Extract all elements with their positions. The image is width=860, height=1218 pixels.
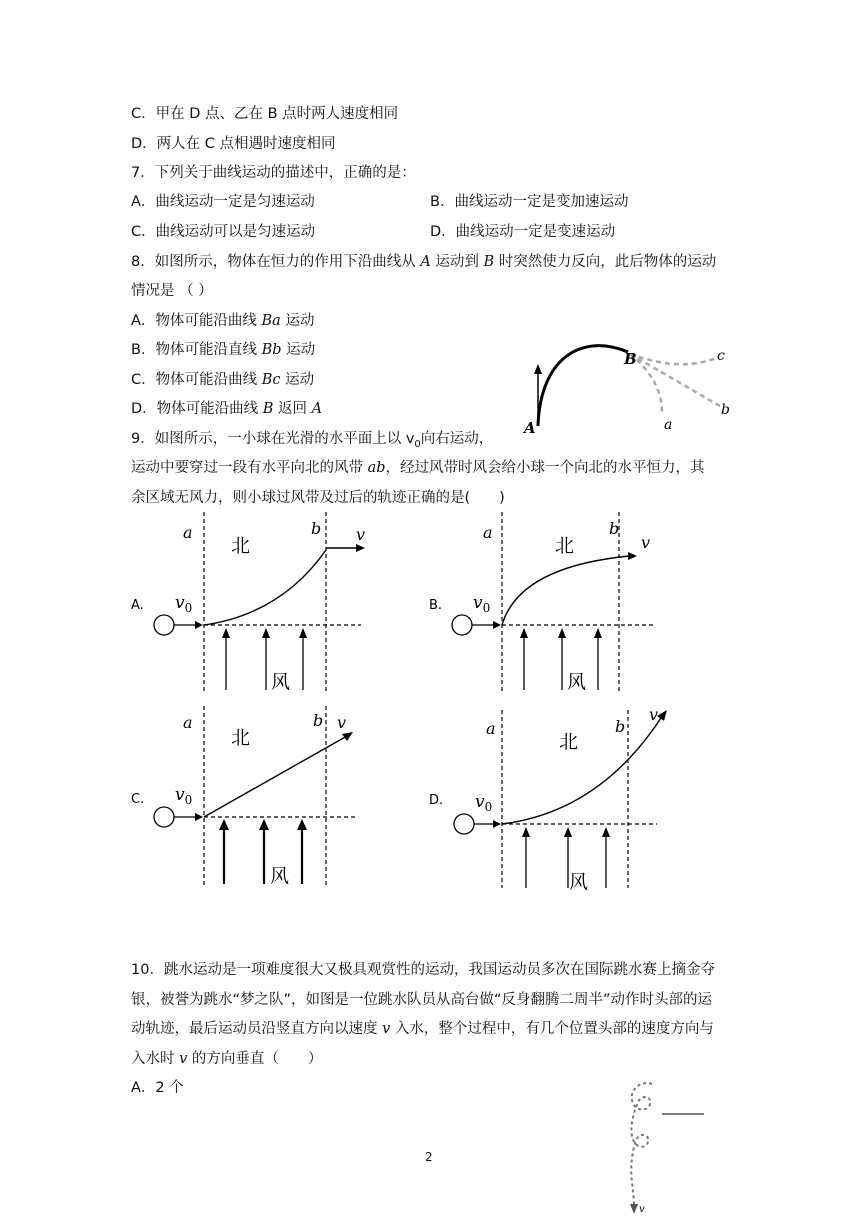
svg-text:b: b	[313, 711, 324, 730]
q7-stem: 7．下列关于曲线运动的描述中，正确的是：	[131, 165, 416, 181]
svg-text:a: a	[486, 719, 496, 738]
q9-option-c-figure	[131, 706, 381, 895]
svg-text:风: 风	[270, 865, 290, 887]
q6-option-d: D．两人在 C 点相遇时速度相同	[131, 136, 336, 152]
svg-text:v: v	[641, 533, 651, 552]
q10-stem-line4: 入水时 v 的方向垂直（ ）	[131, 1051, 323, 1067]
svg-text:v0: $v_0$	[175, 593, 193, 615]
svg-text:风: 风	[569, 871, 589, 892]
q8-option-d: D．物体可能沿曲线 B 返回 A	[131, 401, 323, 417]
svg-text:北: 北	[555, 535, 575, 557]
q8-option-c: C．物体可能沿曲线 Bc 运动	[131, 372, 315, 388]
q8-option-b: B．物体可能沿直线 Bb 运动	[131, 342, 316, 358]
svg-text:风: 风	[271, 671, 291, 693]
svg-text:b: b	[615, 717, 626, 736]
q9-stem-line2: 运动中要穿过一段有水平向北的风带 ab，经过风带时风会给小球一个向北的水平恒力，其	[131, 460, 705, 476]
q8-curve-ab	[538, 346, 628, 426]
svg-text:a: a	[183, 523, 193, 542]
q10-stem-line3: 动轨迹，最后运动员沿竖直方向以速度 v 入水，整个过程中，有几个位置头部的速度方向与	[131, 1021, 714, 1037]
q9-option-label: B.	[429, 598, 443, 613]
svg-text:b: b	[311, 519, 322, 538]
svg-text:b: b	[609, 519, 620, 538]
q6-option-c: C．甲在 D 点、乙在 B 点时两人速度相同	[131, 106, 399, 122]
q8-label-c: c	[717, 348, 725, 364]
svg-text:a: a	[183, 713, 193, 732]
q10-stem-line1: 10．跳水运动是一项难度很大又极具观赏性的运动，我国运动员多次在国际跳水赛上摘金夺	[131, 962, 715, 978]
svg-text:a: a	[483, 523, 493, 542]
q9-option-label: A.	[131, 598, 144, 613]
q9-option-label: C.	[131, 792, 145, 807]
q9-option-d-figure	[429, 702, 679, 896]
svg-text:v0: $v_0$	[175, 785, 193, 807]
q10-trajectory	[631, 1083, 652, 1208]
q8-stem-line2: 情况是 （ ）	[131, 283, 213, 299]
svg-text:风: 风	[567, 671, 587, 693]
q8-path-b	[630, 354, 720, 406]
q7-option-c: C．曲线运动可以是匀速运动	[131, 224, 316, 240]
q9-option-label: D.	[429, 793, 444, 808]
svg-text:北: 北	[231, 727, 251, 749]
svg-text:v: v	[649, 705, 659, 724]
svg-text:v: v	[356, 525, 366, 544]
svg-text:v: v	[639, 1204, 645, 1214]
q8-label-A: A	[524, 419, 536, 436]
q9-option-a-figure	[131, 512, 381, 701]
q8-label-b: b	[721, 402, 730, 418]
q8-figure	[520, 330, 750, 440]
q10-stem-line2: 银，被誉为跳水“梦之队”，如图是一位跳水队员从高台做“反身翻腾二周半”动作时头部的运	[131, 992, 713, 1008]
svg-text:v: v	[337, 713, 347, 732]
q8-path-c	[630, 354, 716, 364]
svg-text:北: 北	[231, 535, 251, 557]
q8-option-a: A．物体可能沿曲线 Ba 运动	[131, 313, 315, 329]
svg-text:v0: $v_0$	[473, 593, 491, 615]
q9-stem-line1: 9．如图所示，一小球在光滑的水平面上以 $v_0$向右运动，	[131, 431, 494, 450]
q10-figure	[610, 1078, 710, 1218]
page-number: 2	[425, 1150, 433, 1164]
q8-label-B: B	[624, 350, 637, 368]
q7-option-d: D．曲线运动一定是变速运动	[430, 224, 616, 240]
svg-text:v0: $v_0$	[475, 792, 493, 814]
svg-text:北: 北	[559, 731, 579, 753]
q8-stem-line1: 8．如图所示，物体在恒力的作用下沿曲线从 A 运动到 B 时突然使力反向，此后物体的运动	[131, 254, 717, 270]
q8-label-a: a	[664, 417, 673, 433]
q7-option-a: A．曲线运动一定是匀速运动	[131, 194, 315, 210]
q7-option-b: B．曲线运动一定是变加速运动	[430, 194, 629, 210]
q10-option-a: A．2 个	[131, 1080, 184, 1096]
q9-stem-line3: 余区域无风力，则小球过风带及过后的轨迹正确的是( )	[131, 490, 505, 506]
q9-option-b-figure	[429, 512, 679, 701]
